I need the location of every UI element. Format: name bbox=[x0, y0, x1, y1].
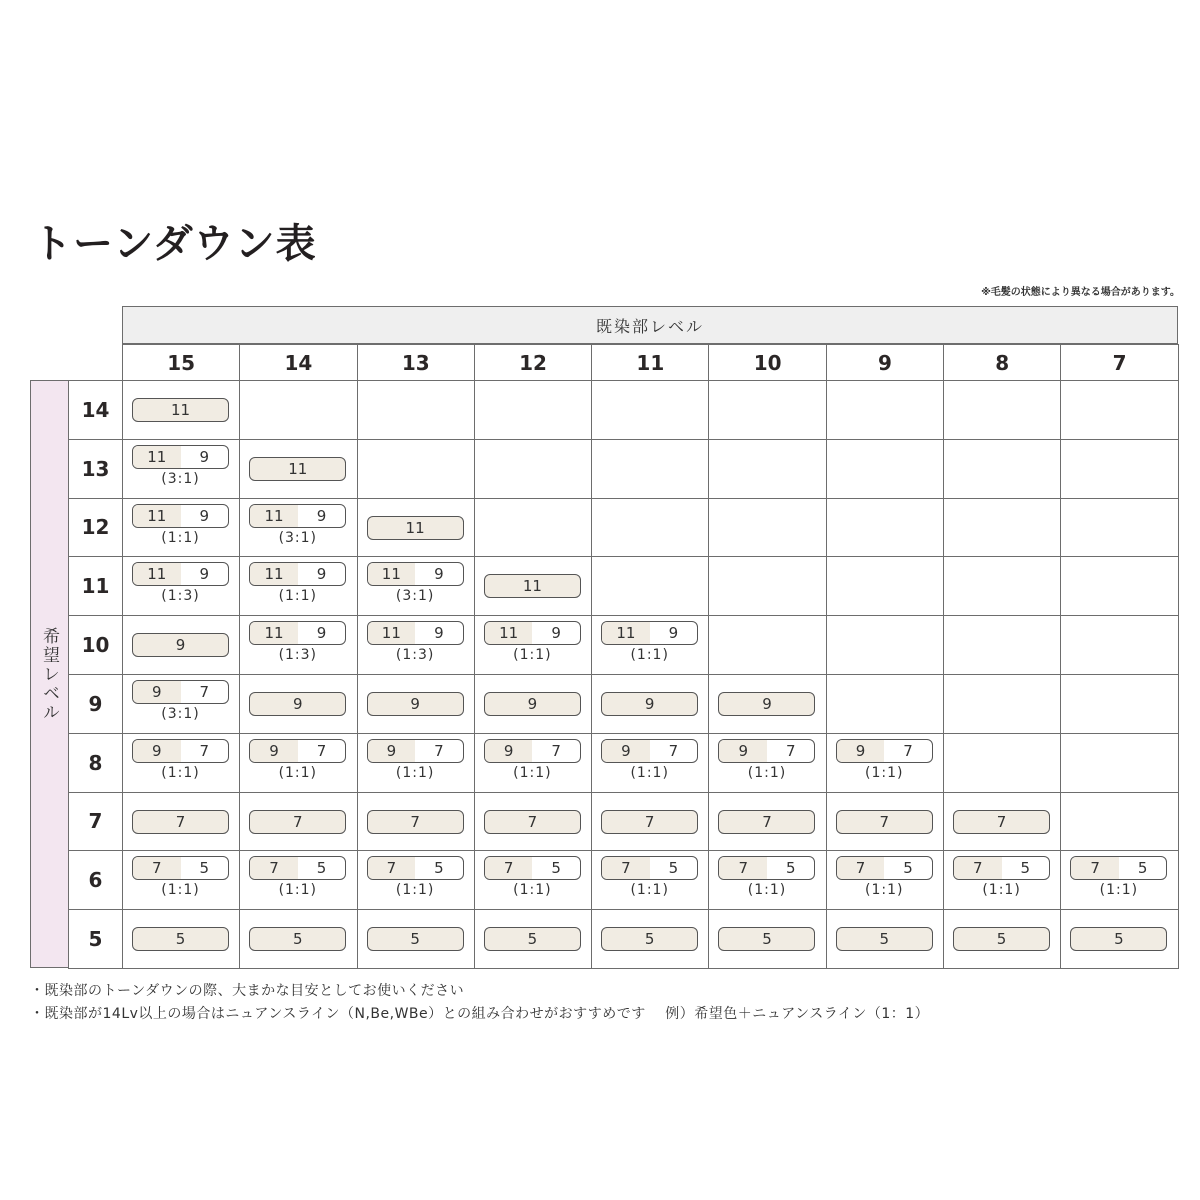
table-cell bbox=[474, 674, 591, 733]
mix-primary-level: 7 bbox=[954, 857, 1002, 879]
table-cell bbox=[240, 557, 357, 616]
table-cell bbox=[592, 792, 709, 851]
mix-primary-level: 11 bbox=[250, 622, 298, 644]
table-cell bbox=[944, 439, 1061, 498]
table-cell bbox=[709, 557, 826, 616]
table-cell bbox=[592, 851, 709, 910]
column-group-header bbox=[122, 306, 1178, 344]
mix-secondary-level: 9 bbox=[668, 624, 679, 643]
table-cell bbox=[1061, 439, 1178, 498]
mix-ratio: (1:1) bbox=[395, 764, 435, 781]
mix-primary-level: 11 bbox=[368, 563, 416, 585]
table-cell bbox=[123, 616, 240, 675]
mix-secondary-level: 9 bbox=[199, 565, 210, 584]
mix-secondary-level: 5 bbox=[316, 859, 327, 878]
table-row bbox=[69, 910, 1179, 969]
mix-pill bbox=[249, 504, 346, 528]
table-cell bbox=[709, 381, 826, 440]
column-header: 15 bbox=[123, 345, 240, 381]
row-group-label: 希望レベル bbox=[39, 626, 59, 722]
table-cell bbox=[240, 910, 357, 969]
table-row bbox=[69, 674, 1179, 733]
mix-ratio: (1:1) bbox=[395, 882, 435, 899]
table-cell bbox=[357, 910, 474, 969]
table-cell bbox=[474, 381, 591, 440]
mix-secondary-level: 5 bbox=[434, 859, 444, 878]
mix-pill bbox=[718, 856, 815, 880]
table-cell bbox=[826, 381, 943, 440]
mix-pill bbox=[132, 562, 229, 586]
table-cell bbox=[1061, 851, 1178, 910]
level-pill: 5 bbox=[484, 927, 581, 951]
table-cell bbox=[240, 439, 357, 498]
table-cell bbox=[357, 381, 474, 440]
mix-secondary-level: 7 bbox=[199, 741, 210, 760]
table-cell bbox=[123, 910, 240, 969]
mix-secondary-level: 9 bbox=[316, 565, 327, 584]
table-cell bbox=[123, 792, 240, 851]
row-header: 7 bbox=[69, 792, 123, 851]
mix-ratio: (1:1) bbox=[747, 882, 787, 899]
column-header: 10 bbox=[709, 345, 826, 381]
level-pill: 5 bbox=[249, 927, 346, 951]
table-cell bbox=[826, 439, 943, 498]
mix-primary-level: 7 bbox=[1071, 857, 1119, 879]
mix-ratio: (1:1) bbox=[1099, 882, 1139, 899]
mix-pill bbox=[249, 739, 346, 763]
table-cell bbox=[474, 733, 591, 792]
level-pill: 11 bbox=[484, 574, 581, 598]
table-cell bbox=[944, 498, 1061, 557]
level-pill: 5 bbox=[953, 927, 1050, 951]
mix-primary-level: 9 bbox=[719, 740, 767, 762]
table-row bbox=[69, 498, 1179, 557]
row-header: 10 bbox=[69, 616, 123, 675]
mix-primary-level: 9 bbox=[250, 740, 298, 762]
disclaimer-note: ※毛髪の状態により異なる場合があります。 bbox=[981, 287, 1180, 298]
table-cell bbox=[944, 792, 1061, 851]
table-cell bbox=[357, 557, 474, 616]
table-cell bbox=[709, 498, 826, 557]
footnote-1: ・既染部のトーンダウンの際、大まかな目安としてお使いください bbox=[30, 983, 465, 999]
mix-ratio: (3:1) bbox=[395, 588, 435, 605]
mix-primary-level: 7 bbox=[485, 857, 533, 879]
table-cell bbox=[357, 674, 474, 733]
table-cell bbox=[709, 733, 826, 792]
row-header: 12 bbox=[69, 498, 123, 557]
column-header: 7 bbox=[1061, 345, 1178, 381]
mix-ratio: (1:1) bbox=[278, 588, 318, 605]
table-cell bbox=[474, 792, 591, 851]
table-cell bbox=[944, 851, 1061, 910]
table-cell bbox=[826, 674, 943, 733]
page-title: トーンダウン表 bbox=[32, 221, 317, 267]
column-header: 11 bbox=[592, 345, 709, 381]
row-group-header bbox=[30, 380, 68, 968]
table-cell bbox=[240, 674, 357, 733]
table-cell bbox=[826, 851, 943, 910]
row-header: 5 bbox=[69, 910, 123, 969]
table-cell bbox=[474, 910, 591, 969]
mix-ratio: (1:1) bbox=[865, 882, 904, 899]
table-row bbox=[69, 381, 1179, 440]
mix-primary-level: 9 bbox=[133, 681, 181, 703]
mix-ratio: (1:3) bbox=[161, 588, 200, 605]
mix-ratio: (1:1) bbox=[630, 647, 669, 664]
mix-secondary-level: 7 bbox=[668, 741, 679, 760]
table-cell bbox=[240, 733, 357, 792]
mix-primary-level: 7 bbox=[837, 857, 885, 879]
table-cell bbox=[240, 381, 357, 440]
mix-ratio: (1:1) bbox=[513, 647, 552, 664]
mix-primary-level: 11 bbox=[250, 505, 298, 527]
mix-ratio: (1:1) bbox=[747, 764, 787, 781]
mix-pill bbox=[367, 562, 464, 586]
row-header: 13 bbox=[69, 439, 123, 498]
table-cell bbox=[592, 910, 709, 969]
column-header: 14 bbox=[240, 345, 357, 381]
mix-primary-level: 9 bbox=[368, 740, 416, 762]
mix-primary-level: 11 bbox=[133, 446, 181, 468]
table-cell bbox=[709, 616, 826, 675]
mix-primary-level: 11 bbox=[133, 563, 181, 585]
level-pill: 5 bbox=[1070, 927, 1167, 951]
table-cell bbox=[826, 498, 943, 557]
table-cell bbox=[240, 498, 357, 557]
mix-ratio: (3:1) bbox=[161, 470, 200, 487]
row-header: 8 bbox=[69, 733, 123, 792]
mix-secondary-level: 5 bbox=[668, 859, 679, 878]
table-cell bbox=[123, 557, 240, 616]
table-cell bbox=[709, 439, 826, 498]
level-pill: 9 bbox=[249, 692, 346, 716]
table-cell bbox=[123, 851, 240, 910]
level-pill: 9 bbox=[484, 692, 581, 716]
column-group-label: 既染部レベル bbox=[595, 316, 704, 336]
mix-secondary-level: 9 bbox=[316, 624, 327, 643]
mix-primary-level: 11 bbox=[133, 505, 181, 527]
mix-ratio: (1:1) bbox=[982, 882, 1021, 899]
mix-pill bbox=[249, 856, 346, 880]
mix-ratio: (1:1) bbox=[513, 764, 552, 781]
mix-primary-level: 7 bbox=[368, 857, 416, 879]
mix-ratio: (1:1) bbox=[161, 882, 200, 899]
table-cell bbox=[944, 381, 1061, 440]
level-pill: 5 bbox=[601, 927, 698, 951]
table-cell bbox=[474, 557, 591, 616]
column-header: 12 bbox=[474, 345, 591, 381]
table-row bbox=[69, 439, 1179, 498]
mix-pill bbox=[249, 562, 346, 586]
table-cell bbox=[474, 439, 591, 498]
column-header: 8 bbox=[944, 345, 1061, 381]
mix-secondary-level: 9 bbox=[551, 624, 561, 643]
table-cell bbox=[474, 498, 591, 557]
mix-pill bbox=[1070, 856, 1167, 880]
table-cell bbox=[944, 616, 1061, 675]
mix-primary-level: 11 bbox=[485, 622, 533, 644]
mix-pill bbox=[132, 680, 229, 704]
level-pill: 5 bbox=[836, 927, 933, 951]
table-cell bbox=[709, 792, 826, 851]
mix-primary-level: 9 bbox=[837, 740, 885, 762]
table-cell bbox=[592, 674, 709, 733]
table-cell bbox=[944, 910, 1061, 969]
level-pill: 9 bbox=[132, 633, 229, 657]
level-pill: 5 bbox=[718, 927, 815, 951]
mix-secondary-level: 7 bbox=[785, 741, 796, 760]
mix-ratio: (3:1) bbox=[278, 529, 318, 546]
mix-ratio: (1:1) bbox=[278, 764, 318, 781]
table-cell bbox=[123, 674, 240, 733]
level-pill: 7 bbox=[718, 810, 815, 834]
table-cell bbox=[592, 498, 709, 557]
mix-pill bbox=[601, 739, 698, 763]
mix-ratio: (1:1) bbox=[630, 764, 669, 781]
mix-primary-level: 7 bbox=[719, 857, 767, 879]
table-cell bbox=[1061, 557, 1178, 616]
mix-secondary-level: 5 bbox=[199, 859, 210, 878]
mix-secondary-level: 7 bbox=[903, 741, 913, 760]
mix-secondary-level: 9 bbox=[316, 506, 327, 525]
level-pill: 7 bbox=[836, 810, 933, 834]
table-cell bbox=[357, 439, 474, 498]
level-pill: 7 bbox=[601, 810, 698, 834]
mix-primary-level: 11 bbox=[250, 563, 298, 585]
mix-pill bbox=[132, 504, 229, 528]
mix-pill bbox=[367, 621, 464, 645]
mix-ratio: (1:1) bbox=[161, 529, 200, 546]
table-cell bbox=[826, 557, 943, 616]
mix-pill bbox=[367, 739, 464, 763]
level-pill: 5 bbox=[132, 927, 229, 951]
table-cell bbox=[826, 733, 943, 792]
mix-pill bbox=[249, 621, 346, 645]
table-row bbox=[69, 616, 1179, 675]
mix-primary-level: 9 bbox=[485, 740, 533, 762]
table-row bbox=[69, 557, 1179, 616]
table-cell bbox=[357, 733, 474, 792]
table-cell bbox=[123, 733, 240, 792]
table-cell bbox=[1061, 910, 1178, 969]
table-cell bbox=[240, 616, 357, 675]
mix-pill bbox=[484, 856, 581, 880]
table-cell bbox=[944, 674, 1061, 733]
level-pill: 7 bbox=[249, 810, 346, 834]
mix-secondary-level: 9 bbox=[199, 447, 210, 466]
mix-ratio: (1:1) bbox=[161, 764, 200, 781]
table-cell bbox=[1061, 616, 1178, 675]
level-pill: 9 bbox=[367, 692, 464, 716]
mix-secondary-level: 9 bbox=[434, 624, 444, 643]
mix-ratio: (1:3) bbox=[395, 647, 435, 664]
mix-secondary-level: 9 bbox=[434, 565, 444, 584]
mix-secondary-level: 5 bbox=[551, 859, 561, 878]
table-cell bbox=[357, 851, 474, 910]
level-pill: 7 bbox=[132, 810, 229, 834]
table-cell bbox=[474, 851, 591, 910]
table-cell bbox=[357, 616, 474, 675]
level-pill: 5 bbox=[367, 927, 464, 951]
table-cell bbox=[123, 439, 240, 498]
mix-primary-level: 7 bbox=[250, 857, 298, 879]
mix-pill bbox=[132, 856, 229, 880]
mix-primary-level: 9 bbox=[133, 740, 181, 762]
table-cell bbox=[1061, 733, 1178, 792]
mix-primary-level: 7 bbox=[133, 857, 181, 879]
row-header: 11 bbox=[69, 557, 123, 616]
mix-ratio: (1:1) bbox=[630, 882, 669, 899]
column-header: 13 bbox=[357, 345, 474, 381]
mix-ratio: (1:3) bbox=[278, 647, 318, 664]
mix-pill bbox=[484, 621, 581, 645]
table-cell bbox=[592, 381, 709, 440]
table-cell bbox=[944, 557, 1061, 616]
mix-secondary-level: 5 bbox=[785, 859, 796, 878]
mix-pill bbox=[601, 856, 698, 880]
footnote-2: ・既染部が14Lv以上の場合はニュアンスライン（N,Be,WBe）との組み合わせがおすすめです 例）希望色＋ニュアンスライン（1：1） bbox=[30, 1006, 930, 1022]
mix-pill bbox=[132, 445, 229, 469]
table-cell bbox=[592, 616, 709, 675]
table-cell bbox=[240, 851, 357, 910]
table-cell bbox=[592, 439, 709, 498]
mix-pill bbox=[367, 856, 464, 880]
table-cell bbox=[709, 674, 826, 733]
level-pill: 9 bbox=[601, 692, 698, 716]
table-row bbox=[69, 851, 1179, 910]
level-pill: 7 bbox=[367, 810, 464, 834]
row-header: 6 bbox=[69, 851, 123, 910]
level-pill: 9 bbox=[718, 692, 815, 716]
mix-secondary-level: 9 bbox=[199, 506, 210, 525]
table-cell bbox=[357, 792, 474, 851]
table-cell bbox=[240, 792, 357, 851]
table-cell bbox=[1061, 498, 1178, 557]
mix-secondary-level: 5 bbox=[1020, 859, 1031, 878]
mix-pill bbox=[836, 739, 933, 763]
table-cell bbox=[592, 557, 709, 616]
mix-primary-level: 11 bbox=[602, 622, 650, 644]
level-pill: 11 bbox=[132, 398, 229, 422]
mix-ratio: (1:1) bbox=[865, 764, 904, 781]
level-pill: 7 bbox=[953, 810, 1050, 834]
table-cell bbox=[474, 616, 591, 675]
mix-secondary-level: 5 bbox=[903, 859, 913, 878]
mix-pill bbox=[953, 856, 1050, 880]
table-cell bbox=[592, 733, 709, 792]
level-pill: 11 bbox=[367, 516, 464, 540]
table-cell bbox=[826, 616, 943, 675]
mix-pill bbox=[484, 739, 581, 763]
mix-pill bbox=[132, 739, 229, 763]
level-pill: 7 bbox=[484, 810, 581, 834]
mix-secondary-level: 7 bbox=[551, 741, 561, 760]
corner-cell bbox=[69, 345, 123, 381]
mix-secondary-level: 7 bbox=[199, 682, 210, 701]
table-cell bbox=[123, 381, 240, 440]
tone-down-table bbox=[68, 344, 1179, 969]
mix-secondary-level: 7 bbox=[316, 741, 327, 760]
mix-primary-level: 7 bbox=[602, 857, 650, 879]
mix-ratio: (1:1) bbox=[278, 882, 318, 899]
mix-primary-level: 11 bbox=[368, 622, 416, 644]
row-header: 14 bbox=[69, 381, 123, 440]
level-pill: 11 bbox=[249, 457, 346, 481]
table-cell bbox=[1061, 381, 1178, 440]
table-cell bbox=[826, 910, 943, 969]
table-cell bbox=[709, 910, 826, 969]
table-cell bbox=[709, 851, 826, 910]
column-header: 9 bbox=[826, 345, 943, 381]
table-row bbox=[69, 792, 1179, 851]
mix-pill bbox=[718, 739, 815, 763]
mix-primary-level: 9 bbox=[602, 740, 650, 762]
table-cell bbox=[826, 792, 943, 851]
mix-secondary-level: 7 bbox=[434, 741, 444, 760]
mix-pill bbox=[601, 621, 698, 645]
column-header-row bbox=[69, 345, 1179, 381]
mix-ratio: (3:1) bbox=[161, 705, 200, 722]
table-cell bbox=[1061, 674, 1178, 733]
mix-secondary-level: 5 bbox=[1137, 859, 1148, 878]
mix-ratio: (1:1) bbox=[513, 882, 552, 899]
table-cell bbox=[1061, 792, 1178, 851]
table-cell bbox=[944, 733, 1061, 792]
row-header: 9 bbox=[69, 674, 123, 733]
mix-pill bbox=[836, 856, 933, 880]
table-cell bbox=[123, 498, 240, 557]
table-cell bbox=[357, 498, 474, 557]
table-row bbox=[69, 733, 1179, 792]
